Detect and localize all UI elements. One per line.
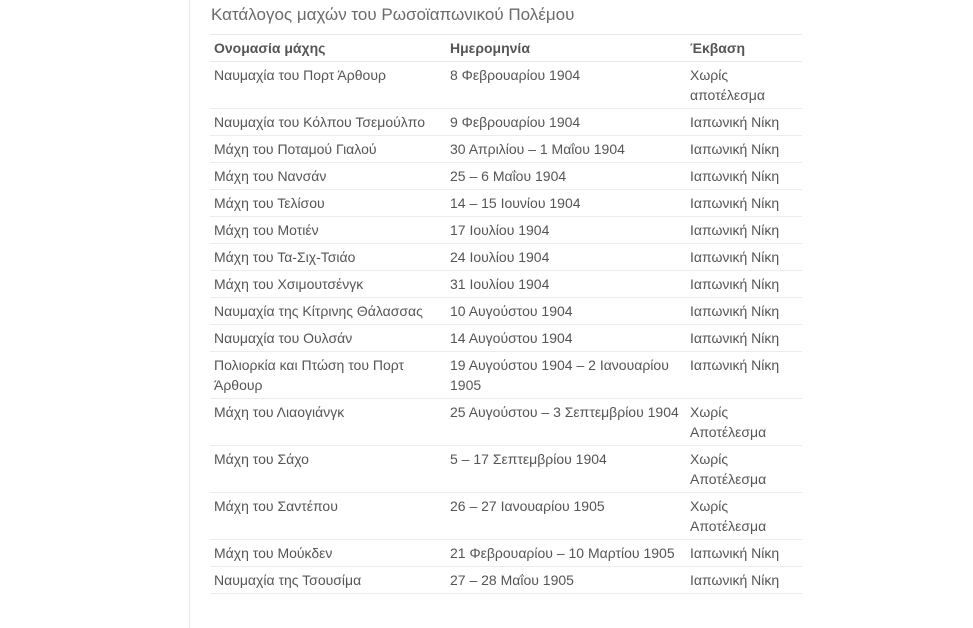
table-row	[210, 271, 802, 298]
table-caption: Κατάλογος μαχών του Ρωσοϊαπωνικού Πολέμου	[211, 5, 575, 24]
cell-date: 10 Αυγούστου 1904	[446, 298, 686, 325]
cell-outcome: Ιαπωνική Νίκη	[686, 217, 802, 244]
cell-battle-name: Μάχη του Νανσάν	[210, 163, 446, 190]
cell-outcome: Ιαπωνική Νίκη	[686, 298, 802, 325]
cell-outcome: Ιαπωνική Νίκη	[686, 136, 802, 163]
table-row	[210, 298, 802, 325]
cell-date: 14 Αυγούστου 1904	[446, 325, 686, 352]
table-row	[210, 62, 802, 109]
header-date: Ημερομηνία	[446, 35, 686, 62]
table-body	[210, 62, 802, 594]
cell-battle-name: Ναυμαχία της Τσουσίμα	[210, 567, 446, 594]
cell-outcome: Ιαπωνική Νίκη	[686, 109, 802, 136]
table-row	[210, 540, 802, 567]
cell-date: 25 Αυγούστου – 3 Σεπτεμβρίου 1904	[446, 399, 686, 446]
battles-table-wrapper	[210, 0, 802, 594]
cell-outcome: Χωρίς Αποτέλεσμα	[686, 446, 802, 493]
cell-battle-name: Μάχη του Τελίσου	[210, 190, 446, 217]
cell-battle-name: Μάχη του Μοτιέν	[210, 217, 446, 244]
table-row	[210, 446, 802, 493]
table-row	[210, 163, 802, 190]
header-battle-name: Ονομασία μάχης	[210, 35, 446, 62]
cell-battle-name: Πολιορκία και Πτώση του Πορτ Άρθουρ	[210, 352, 446, 399]
cell-battle-name: Μάχη του Λιαογιάνγκ	[210, 399, 446, 446]
cell-date: 21 Φεβρουαρίου – 10 Μαρτίου 1905	[446, 540, 686, 567]
cell-outcome: Ιαπωνική Νίκη	[686, 163, 802, 190]
cell-outcome: Ιαπωνική Νίκη	[686, 567, 802, 594]
cell-battle-name: Ναυμαχία της Κίτρινης Θάλασσας	[210, 298, 446, 325]
cell-date: 26 – 27 Ιανουαρίου 1905	[446, 493, 686, 540]
table-row	[210, 567, 802, 594]
cell-date: 9 Φεβρουαρίου 1904	[446, 109, 686, 136]
cell-date: 14 – 15 Ιουνίου 1904	[446, 190, 686, 217]
table-row	[210, 244, 802, 271]
cell-outcome: Χωρίς Αποτέλεσμα	[686, 493, 802, 540]
header-outcome: Έκβαση	[686, 35, 802, 62]
table-row	[210, 352, 802, 399]
cell-outcome: Ιαπωνική Νίκη	[686, 325, 802, 352]
cell-battle-name: Ναυμαχία του Ουλσάν	[210, 325, 446, 352]
table-row	[210, 493, 802, 540]
cell-outcome: Ιαπωνική Νίκη	[686, 190, 802, 217]
cell-battle-name: Μάχη του Ποταμού Γιαλού	[210, 136, 446, 163]
cell-outcome: Ιαπωνική Νίκη	[686, 271, 802, 298]
table-row	[210, 109, 802, 136]
cell-date: 27 – 28 Μαΐου 1905	[446, 567, 686, 594]
cell-outcome: Ιαπωνική Νίκη	[686, 352, 802, 399]
table-row	[210, 136, 802, 163]
cell-battle-name: Μάχη του Σάχο	[210, 446, 446, 493]
cell-outcome: Χωρίς αποτέλεσμα	[686, 62, 802, 109]
cell-date: 24 Ιουλίου 1904	[446, 244, 686, 271]
table-header-row	[210, 35, 802, 62]
table-row	[210, 217, 802, 244]
cell-battle-name: Μάχη του Χσιμουτσένγκ	[210, 271, 446, 298]
cell-date: 31 Ιουλίου 1904	[446, 271, 686, 298]
battles-table	[210, 34, 802, 594]
content-left-border	[189, 0, 190, 628]
cell-date: 5 – 17 Σεπτεμβρίου 1904	[446, 446, 686, 493]
cell-date: 25 – 6 Μαΐου 1904	[446, 163, 686, 190]
cell-date: 17 Ιουλίου 1904	[446, 217, 686, 244]
table-row	[210, 190, 802, 217]
cell-battle-name: Ναυμαχία του Πορτ Άρθουρ	[210, 62, 446, 109]
cell-outcome: Ιαπωνική Νίκη	[686, 244, 802, 271]
cell-date: 30 Απριλίου – 1 Μαΐου 1904	[446, 136, 686, 163]
cell-date: 8 Φεβρουαρίου 1904	[446, 62, 686, 109]
cell-date: 19 Αυγούστου 1904 – 2 Ιανουαρίου 1905	[446, 352, 686, 399]
cell-battle-name: Μάχη του Μούκδεν	[210, 540, 446, 567]
cell-outcome: Ιαπωνική Νίκη	[686, 540, 802, 567]
table-row	[210, 325, 802, 352]
cell-battle-name: Μάχη του Τα-Σιχ-Τσιάο	[210, 244, 446, 271]
cell-outcome: Χωρίς Αποτέλεσμα	[686, 399, 802, 446]
table-row	[210, 399, 802, 446]
cell-battle-name: Ναυμαχία του Κόλπου Τσεμούλπο	[210, 109, 446, 136]
cell-battle-name: Μάχη του Σαντέπου	[210, 493, 446, 540]
